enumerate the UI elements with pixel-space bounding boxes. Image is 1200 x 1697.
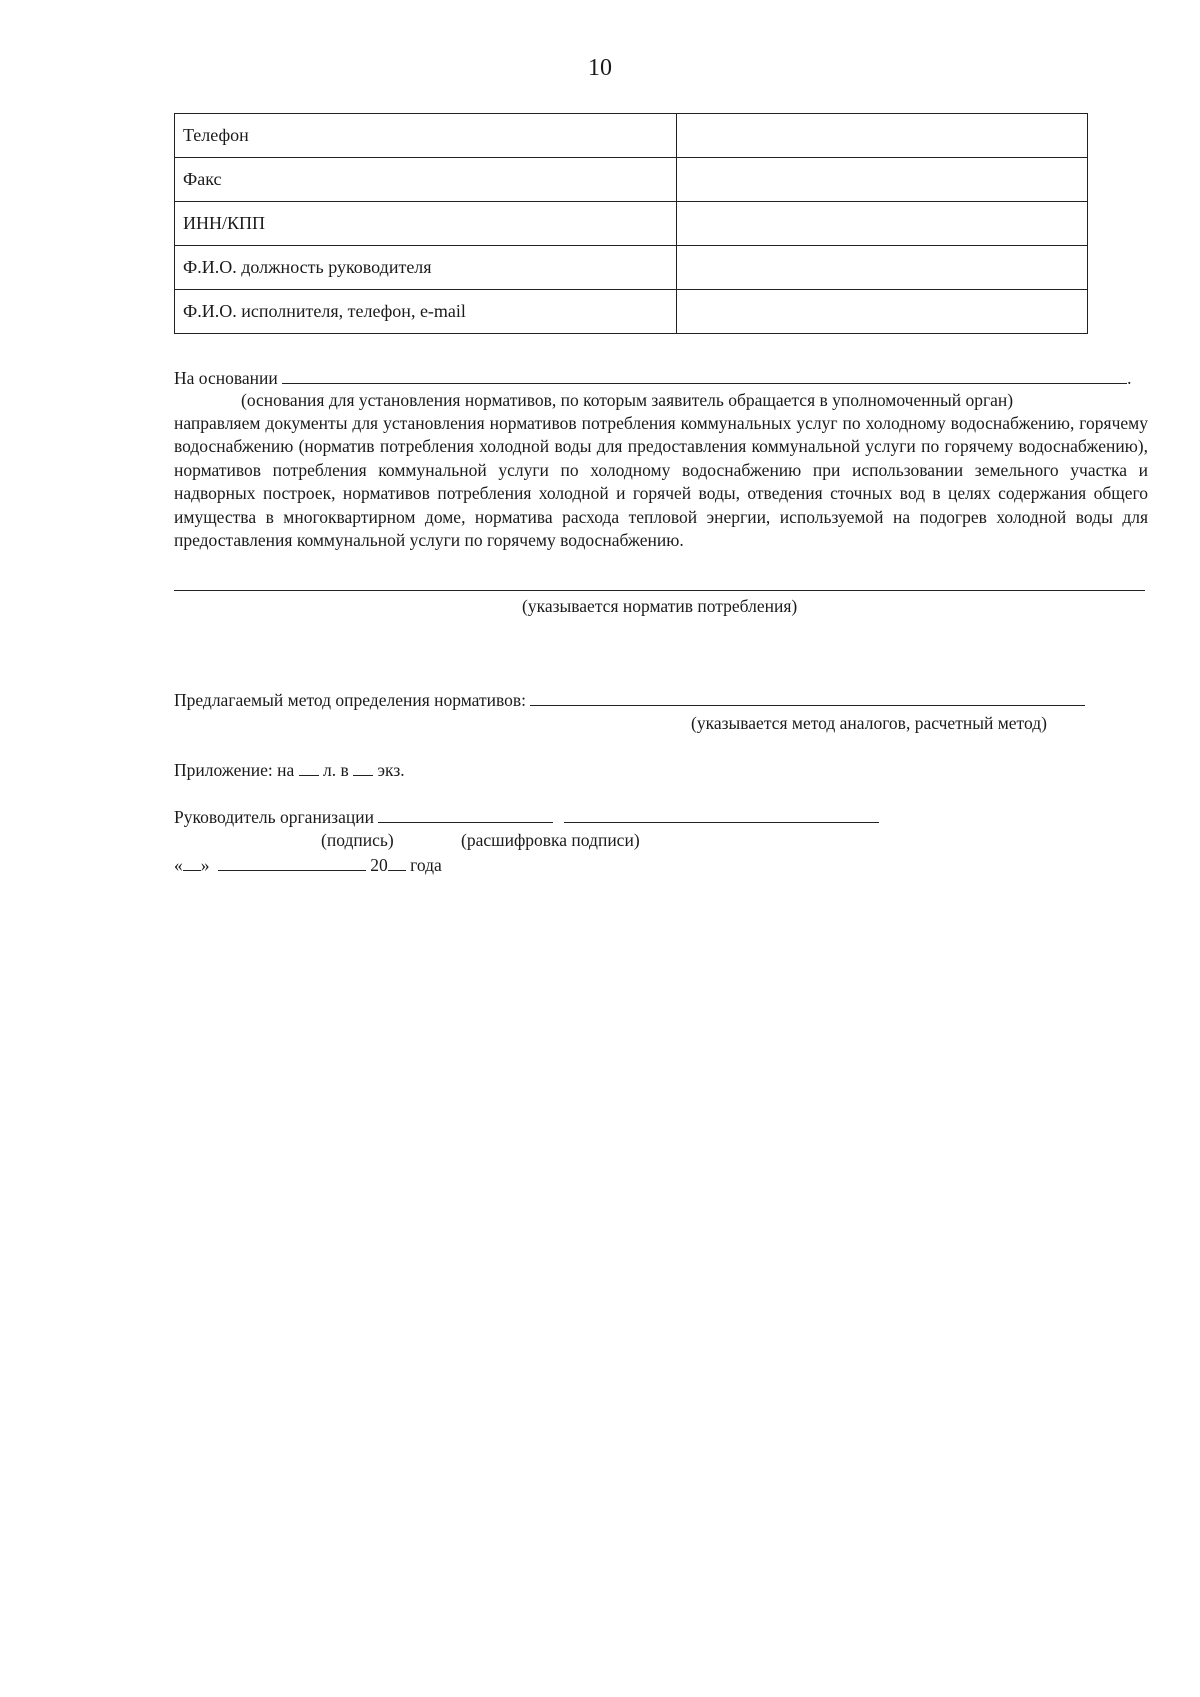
method-field[interactable]	[530, 688, 1085, 706]
basis-field[interactable]	[282, 366, 1127, 384]
signature-decode-note: (расшифровка подписи)	[461, 830, 640, 850]
signature-line	[174, 805, 879, 828]
table-row-value[interactable]	[677, 246, 1088, 290]
date-month-field[interactable]	[218, 853, 366, 871]
signature-label: Руководитель организации	[174, 807, 374, 827]
signature-decode-field[interactable]	[564, 805, 879, 823]
appendix-line	[174, 758, 405, 781]
method-label: Предлагаемый метод определения нормативов:	[174, 690, 527, 710]
appendix-sheets-field[interactable]	[299, 758, 319, 776]
basis-note: (основания для установления нормативов, по которым заявитель обращается в уполномоченный орган)	[241, 390, 1014, 410]
date-open-quote: «	[174, 855, 183, 875]
table-row-label: ИНН/КПП	[175, 202, 677, 246]
table-row-label: Ф.И.О. исполнителя, телефон, e-mail	[175, 290, 677, 334]
date-close-quote: »	[200, 855, 210, 875]
table-row-value[interactable]	[677, 114, 1088, 158]
norm-field[interactable]	[174, 590, 1145, 591]
date-line	[174, 853, 442, 876]
table-row	[175, 114, 1088, 158]
appendix-copies-field[interactable]	[353, 758, 373, 776]
table-row	[175, 158, 1088, 202]
info-table	[174, 113, 1088, 334]
body-paragraph: направляем документы для установления нормативов потребления коммунальных услуг по холодному водоснабжению, горячему водоснабжению (норматив потребления холодной воды для предоставления коммунальной услуги по горячему водоснабжению), нормативов потребления коммунальной услуги по холодному водоснабжению при использовании земельного участка и надворных построек, нормативов потребления холодной и горячей воды, отведения сточных вод в целях содержания общего имущества в многоквартирном доме, норматива расхода тепловой энергии, используемой на подогрев холодной воды для предоставления коммунальной услуги по горячему водоснабжению.	[174, 413, 1148, 551]
date-day-field[interactable]	[183, 853, 201, 871]
basis-trailing: .	[1127, 368, 1132, 388]
table-row	[175, 290, 1088, 334]
basis-line	[174, 366, 1132, 389]
date-year-suffix: года	[410, 855, 442, 875]
appendix-mid: л. в	[323, 760, 349, 780]
appendix-suffix: экз.	[377, 760, 405, 780]
page-number: 10	[588, 55, 612, 81]
appendix-prefix: Приложение: на	[174, 760, 295, 780]
date-year-field[interactable]	[388, 853, 406, 871]
method-note: (указывается метод аналогов, расчетный метод)	[691, 713, 1047, 733]
method-line	[174, 688, 1085, 711]
table-row-label: Факс	[175, 158, 677, 202]
table-row	[175, 202, 1088, 246]
table-row-value[interactable]	[677, 202, 1088, 246]
table-row	[175, 246, 1088, 290]
table-row-value[interactable]	[677, 290, 1088, 334]
basis-label: На основании	[174, 368, 278, 388]
norm-note: (указывается норматив потребления)	[522, 596, 798, 616]
signature-note: (подпись)	[321, 830, 394, 850]
table-row-label: Телефон	[175, 114, 677, 158]
table-row-label: Ф.И.О. должность руководителя	[175, 246, 677, 290]
signature-field[interactable]	[378, 805, 553, 823]
date-year-prefix: 20	[370, 855, 388, 875]
table-row-value[interactable]	[677, 158, 1088, 202]
